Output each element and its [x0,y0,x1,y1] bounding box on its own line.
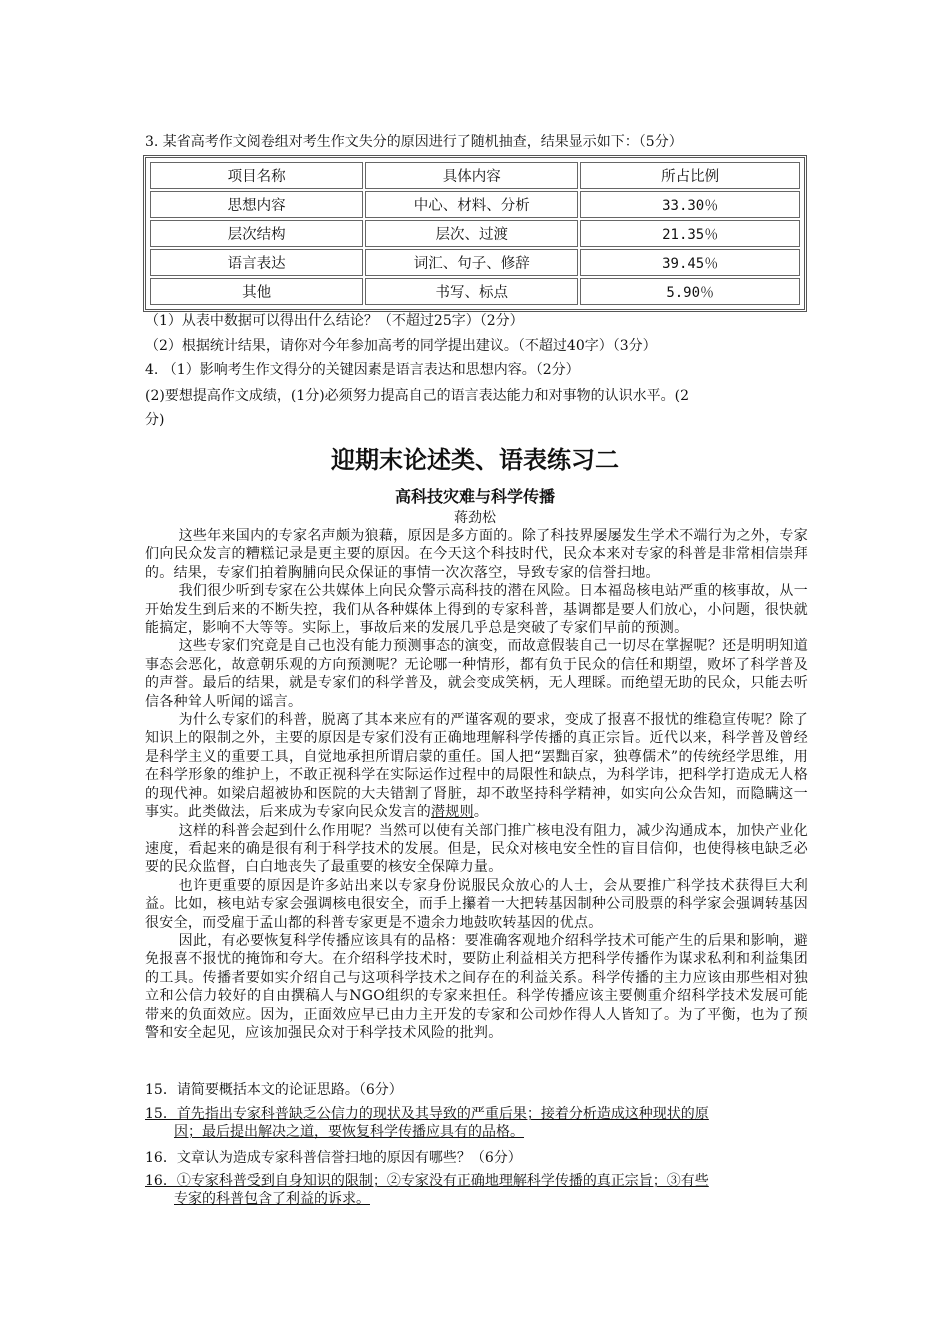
table-row [150,191,800,218]
underlined-term: 潜规则 [431,804,474,821]
paragraph-text: 。 [473,804,489,821]
table-row [150,220,800,247]
q3-sub1: （1）从表中数据可以得出什么结论？（不超过25字）（2分） [145,313,524,329]
q4-line1: 4. （1）影响考生作文得分的关键因素是语言表达和思想内容。（2分） [145,362,580,378]
stats-table [148,160,802,307]
answer-line: 因；最后提出解决之道，要恢复科学传播应具有的品格。 [174,1124,524,1140]
section-title: 迎期末论述类、语表练习二 [331,446,619,474]
table-cell: 书写、标点 [365,278,578,305]
table-header-cell: 具体内容 [365,162,578,189]
table-row [150,249,800,276]
q3-sub2: （2）根据统计结果，请你对今年参加高考的同学提出建议。（不超过40字）（3分） [145,338,657,354]
article-paragraph: 这样的科普会起到什么作用呢？当然可以使有关部门推广核电没有阻力，减少沟通成本，加快产业化速度，看起来的确是很有利于科学技术的发展。但是，民众对核电安全性的盲目信仰，也使得核电缺乏必要的民众监督，白白地丧失了最重要的核安全保障力量。 [145,822,808,876]
q16-stem: 16．文章认为造成专家科普信誉扫地的原因有哪些？（6分） [145,1150,522,1166]
table-cell: 5.90％ [580,278,800,305]
paragraph-text: 为什么专家们的科普，脱离了其本来应有的严谨客观的要求，变成了报喜不报忧的维稳宣传呢？除了知识上的限制之外，主要的原因是专家们没有正确地理解科学传播的真正宗旨。近代以来，科学普及曾经是科学主义的重要工具，自觉地承担所谓启蒙的重任。国人把“罢黜百家，独尊儒术”的传统经学思维，用在科学形象的维护上，不敢正视科学在实际运作过程中的局限性和缺点，为科学讳，把科学打造成无人格的现代神。如梁启超被协和医院的大夫错割了肾脏，却不敢坚持科学精神，如实向公众告知，而隐瞒这一事实。此类做法，后来成为专家向民众发言的 [145,712,808,821]
q4-line2: (2)要想提高作文成绩，(1分)必须努力提高自己的语言表达能力和对事物的认识水平。(2 [145,388,690,404]
table-cell: 中心、材料、分析 [365,191,578,218]
article-title: 高科技灾难与科学传播 [394,487,555,506]
article-paragraph: 这些专家们究竟是自己也没有能力预测事态的演变，而故意假装自己一切尽在掌握呢？还是明明知道事态会恶化，故意朝乐观的方向预测呢？无论哪一种情形，都有负于民众的信任和期望，败坏了科学普及的声誉。最后的结果，就是专家们的科学普及，就会变成笑柄，无人理睬。而绝望无助的民众，只能去听信各种耸人听闻的谣言。 [145,638,808,710]
q15-stem: 15．请简要概括本文的论证思路。（6分） [145,1082,403,1098]
answer-line: 15．首先指出专家科普缺乏公信力的现状及其导致的严重后果；接着分析造成这种现状的原 [145,1106,709,1122]
table-cell: 21.35％ [580,220,800,247]
q4-line3: 分) [145,412,165,428]
answer-line: 专家的科普包含了利益的诉求。 [174,1191,370,1207]
table-cell: 39.45％ [580,249,800,276]
table-header-row [150,162,800,189]
article-paragraph: 我们很少听到专家在公共媒体上向民众警示高科技的潜在风险。日本福岛核电站严重的核事故，从一开始发生到后来的不断失控，我们从各种媒体上得到的专家科普，基调都是要人们放心，小问题，很快就能搞定，影响不大等等。实际上，事故后来的发展几乎总是突破了专家们早前的预测。 [145,583,808,637]
table-cell: 层次结构 [150,220,363,247]
table-cell: 33.30％ [580,191,800,218]
table-header-cell: 所占比例 [580,162,800,189]
article-body [145,527,808,1042]
article-paragraph [145,711,808,821]
table-cell: 其他 [150,278,363,305]
table-cell: 语言表达 [150,249,363,276]
article-paragraph: 也许更重要的原因是许多站出来以专家身份说服民众放心的人士，会从要推广科学技术获得巨大利益。比如，核电站专家会强调核电很安全，而手上攥着一大把转基因制种公司股票的科学家会强调转基因很安全，而受雇于孟山都的科普专家更是不遗余力地鼓吹转基因的优点。 [145,877,808,931]
article-paragraph: 因此，有必要恢复科学传播应该具有的品格：要准确客观地介绍科学技术可能产生的后果和影响，避免报喜不报忧的掩饰和夸大。在介绍科学技术时，要防止利益相关方把科学传播作为谋求私利和利益集团的工具。传播者要如实介绍自己与这项科学技术之间存在的利益关系。科学传播的主力应该由那些相对独立和公信力较好的自由撰稿人与NGO组织的专家来担任。科学传播应该主要侧重介绍科学技术发展可能带来的负面效应。因为，正面效应早已由力主开发的专家和公司炒作得人人皆知了。为了平衡，也为了预警和安全起见，应该加强民众对于科学技术风险的批判。 [145,932,808,1041]
table-header-cell: 项目名称 [150,162,363,189]
q15-answer [145,1105,808,1141]
table-cell: 层次、过渡 [365,220,578,247]
article-paragraph: 这些年来国内的专家名声颇为狼藉，原因是多方面的。除了科技界屡屡发生学术不端行为之外，专家们向民众发言的糟糕记录是更主要的原因。在今天这个科技时代，民众本来对专家的科普是非常相信崇拜的。结果，专家们拍着胸脯向民众保证的事情一次次落空，导致专家的信誉扫地。 [145,528,808,581]
table-cell: 词汇、句子、修辞 [365,249,578,276]
q16-answer [145,1172,808,1208]
q3-stem: 3. 某省高考作文阅卷组对考生作文失分的原因进行了随机抽查，结果显示如下：（5分） [145,134,683,150]
answer-line: 16．①专家科普受到自身知识的限制；②专家没有正确地理解科学传播的真正宗旨；③有些 [145,1173,709,1189]
table-cell: 思想内容 [150,191,363,218]
article-author: 蒋劲松 [454,510,496,526]
stats-table-frame [143,155,807,312]
table-row [150,278,800,305]
